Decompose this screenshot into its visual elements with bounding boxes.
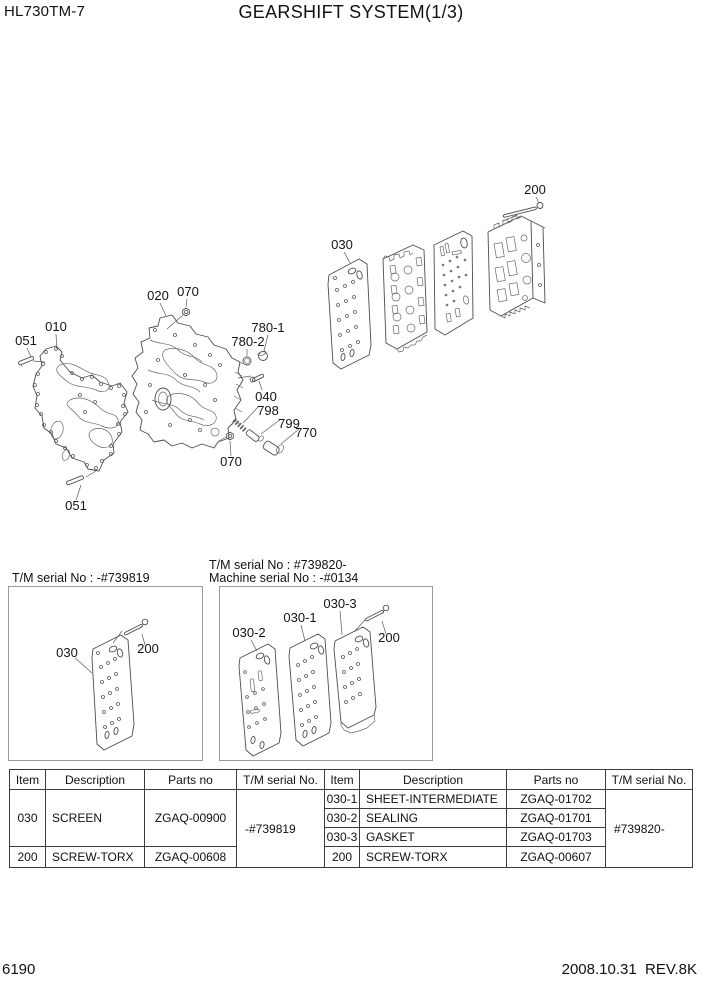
callout-070-top: 070 — [177, 284, 199, 299]
oring-780-2 — [243, 357, 251, 365]
col-header-item: Item — [325, 770, 360, 790]
cell-description: SCREEN — [46, 790, 145, 847]
col-header-parts-no: Parts no — [145, 770, 237, 790]
cell-parts-no: ZGAQ-00608 — [145, 847, 237, 867]
pin-051-bottom — [66, 475, 84, 485]
housing-holes — [145, 329, 222, 432]
inset-left-serial-label: T/M serial No : -#739819 — [12, 571, 150, 585]
callout-070-bottom: 070 — [220, 454, 242, 469]
callout-030: 030 — [331, 237, 353, 252]
inset-left-callout-200: 200 — [137, 641, 159, 656]
callout-798: 798 — [257, 403, 279, 418]
inset-left-callout-030: 030 — [56, 645, 78, 660]
plug-780-1 — [257, 350, 267, 360]
cell-description: SCREW-TORX — [46, 847, 145, 867]
bolt-200 — [502, 203, 543, 222]
parts-table-left — [9, 769, 325, 868]
inset-right-serial-label-tm: T/M serial No : #739820- — [209, 558, 347, 572]
callout-040: 040 — [255, 389, 277, 404]
cell-item: 030-2 — [325, 809, 360, 828]
inset-right-callout-030-1: 030-1 — [283, 610, 317, 625]
nut-070-top — [183, 308, 190, 316]
callout-020: 020 — [147, 288, 169, 303]
cell-item: 030 — [10, 790, 46, 847]
callout-770: 770 — [295, 425, 317, 440]
parts-table-right — [325, 769, 693, 868]
inset-right-callout-030-3: 030-3 — [323, 596, 357, 611]
callout-051-bottom: 051 — [65, 498, 87, 513]
gasket-holes — [34, 348, 127, 470]
inset-right-callout-200: 200 — [378, 630, 400, 645]
col-header-parts-no: Parts no — [507, 770, 606, 790]
inset-right-bolt-200 — [365, 605, 389, 621]
inset-plate-030-holes — [97, 652, 121, 729]
parts-tables — [9, 769, 693, 868]
valve-799 — [245, 429, 264, 442]
bolt-040 — [250, 374, 264, 382]
cell-item: 030-1 — [325, 790, 360, 809]
cell-parts-no: ZGAQ-00607 — [507, 847, 606, 867]
revision-date: 2008.10.31 REV.8K — [561, 961, 697, 978]
cell-description: SEALING — [360, 809, 507, 828]
cell-parts-no: ZGAQ-00900 — [145, 790, 237, 847]
inset-plate-030 — [92, 635, 134, 750]
cell-item: 200 — [10, 847, 46, 867]
cell-parts-no: ZGAQ-01702 — [507, 790, 606, 809]
inset-left-diagram — [9, 587, 202, 760]
separator-plate — [383, 245, 427, 352]
intermediate-plate — [434, 231, 473, 335]
model-code: HL730TM-7 — [4, 3, 85, 20]
inset-right-diagram — [220, 587, 432, 760]
inset-plate-030-2 — [239, 644, 281, 756]
inset-left-box — [8, 586, 203, 761]
col-header-tm-serial: T/M serial No. — [237, 770, 324, 790]
cell-item: 030-3 — [325, 828, 360, 847]
col-header-description: Description — [360, 770, 507, 790]
inset-right-serial-label-machine: Machine serial No : -#0134 — [209, 571, 359, 585]
inset-left-bolt-200 — [124, 619, 148, 635]
valve-body — [488, 215, 545, 318]
plate-030-holes — [334, 277, 360, 352]
cell-tm-serial: -#739819 — [245, 821, 296, 836]
col-header-tm-serial: T/M serial No. — [606, 770, 692, 790]
callout-780-1: 780-1 — [251, 320, 285, 335]
cell-description: GASKET — [360, 828, 507, 847]
inset-plate-030-3 — [334, 627, 376, 733]
cell-parts-no: ZGAQ-01701 — [507, 809, 606, 828]
page-number: 6190 — [2, 961, 36, 978]
callout-200: 200 — [524, 182, 546, 197]
col-header-description: Description — [46, 770, 145, 790]
nut-070-bottom — [227, 432, 234, 440]
gasket-010 — [33, 346, 128, 471]
leader-lines — [27, 197, 539, 500]
inset-plate-030-1-holes — [297, 656, 318, 727]
plug-770 — [262, 440, 285, 456]
inset-right-box — [219, 586, 433, 761]
pin-051-top — [18, 356, 34, 367]
cell-description: SCREW-TORX — [360, 847, 507, 867]
callout-780-2: 780-2 — [231, 334, 265, 349]
page-title: GEARSHIFT SYSTEM(1/3) — [238, 2, 464, 22]
cell-item: 200 — [325, 847, 360, 867]
callout-010: 010 — [45, 319, 67, 334]
callout-051-top: 051 — [15, 333, 37, 348]
cell-description: SHEET-INTERMEDIATE — [360, 790, 507, 809]
callout-799: 799 — [278, 416, 300, 431]
cell-tm-serial: #739820- — [614, 821, 665, 836]
inset-right-callout-030-2: 030-2 — [232, 625, 266, 640]
col-header-item: Item — [10, 770, 46, 790]
inset-plate-030-1 — [289, 634, 331, 746]
inset-right-leaders — [251, 611, 386, 651]
inset-plate-030-2-holes — [244, 671, 267, 729]
plate-030 — [328, 259, 371, 369]
housing-020 — [132, 315, 243, 448]
inset-plate-030-3-holes — [342, 648, 362, 704]
cell-parts-no: ZGAQ-01703 — [507, 828, 606, 847]
